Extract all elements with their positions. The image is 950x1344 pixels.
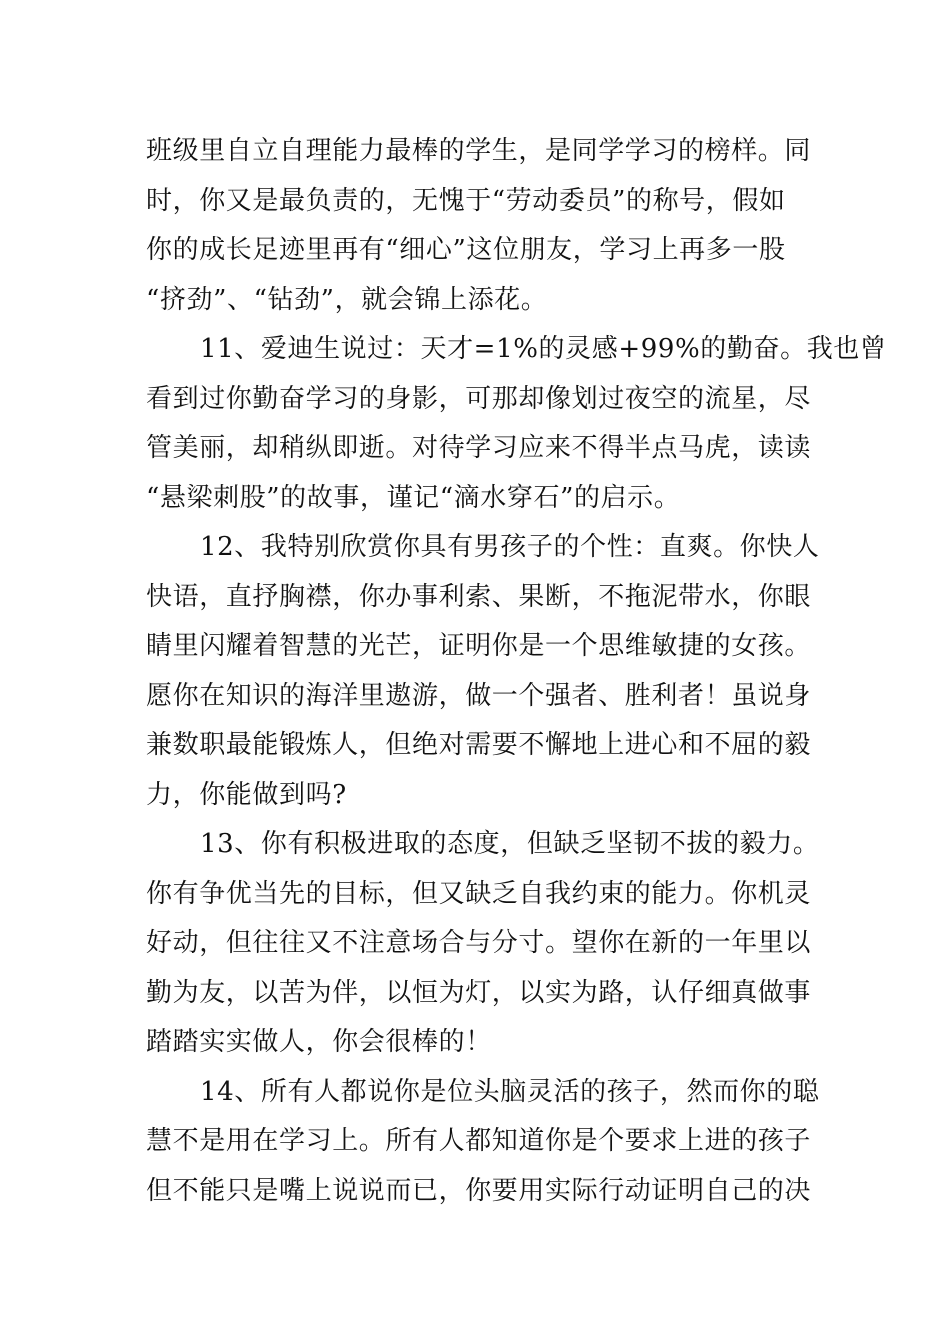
text-line: 好动，但往往又不注意场合与分寸。望你在新的一年里以 — [146, 928, 812, 958]
text-line: 勤为友，以苦为伴，以恒为灯，以实为路，认仔细真做事 — [146, 977, 812, 1008]
text-line: 踏踏实实做人，你会很棒的！ — [146, 1027, 492, 1057]
paragraph-12-start: 12、我特别欣赏你具有男孩子的个性：直爽。你快人 — [200, 532, 820, 562]
body-text — [146, 127, 887, 1216]
text-line: 管美丽，却稍纵即逝。对待学习应来不得半点马虎，读读 — [146, 433, 812, 463]
text-line: 快语，直抒胸襟，你办事利索、果断，不拖泥带水，你眼 — [146, 581, 812, 612]
text-line: 班级里自立自理能力最棒的学生，是同学学习的榜样。同 — [146, 136, 812, 166]
text-line: “挤劲”、“钻劲”，就会锦上添花。 — [146, 284, 548, 315]
paragraph-14-start: 14、所有人都说你是位头脑灵活的孩子，然而你的聪 — [200, 1076, 820, 1107]
paragraph-11-start: 11、爱迪生说过：天才=1%的灵感+99%的勤奋。我也曾 — [200, 334, 887, 364]
text-line: 你的成长足迹里再有“细心”这位朋友，学习上再多一股 — [146, 235, 786, 265]
paragraph-13-start: 13、你有积极进取的态度，但缺乏坚韧不拔的毅力。 — [200, 829, 820, 859]
text-line: 看到过你勤奋学习的身影，可那却像划过夜空的流星，尽 — [146, 383, 812, 414]
text-line: 睛里闪耀着智慧的光芒，证明你是一个思维敏捷的女孩。 — [146, 631, 812, 661]
text-line: 力，你能做到吗? — [146, 779, 347, 810]
text-line: 你有争优当先的目标，但又缺乏自我约束的能力。你机灵 — [146, 878, 812, 909]
text-line: “悬梁刺股”的故事，谨记“滴水穿石”的启示。 — [146, 482, 681, 513]
text-line: 兼数职最能锻炼人，但绝对需要不懈地上进心和不屈的毅 — [146, 730, 812, 760]
text-line: 但不能只是嘴上说说而已，你要用实际行动证明自己的决 — [146, 1175, 812, 1206]
text-line: 时，你又是最负责的，无愧于“劳动委员”的称号，假如 — [146, 185, 786, 216]
text-line: 愿你在知识的海洋里遨游，做一个强者、胜利者！虽说身 — [146, 680, 812, 711]
text-line: 慧不是用在学习上。所有人都知道你是个要求上进的孩子 — [146, 1126, 812, 1156]
